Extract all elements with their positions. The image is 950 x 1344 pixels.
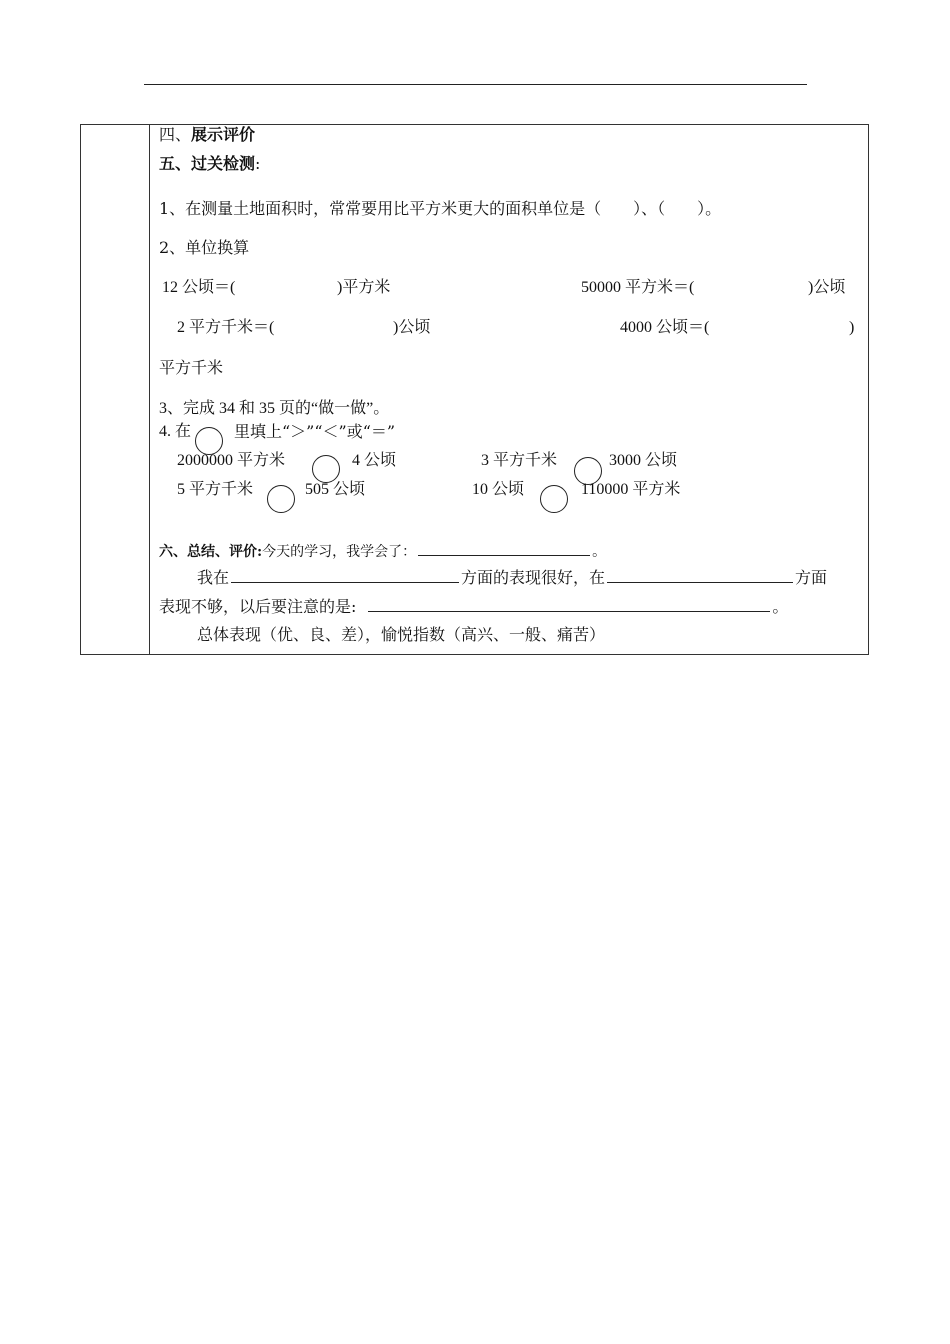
q2-wrap-unit: 平方千米 [159,358,224,377]
q2-a-left: 12 公顷＝( [162,279,236,296]
q2-b-left: 50000 平方米＝( [581,279,695,296]
question-3: 3、完成 34 和 35 页的“做一做”。 [159,400,390,417]
section-6-line-1 [159,541,606,562]
section-4-heading [159,125,255,145]
question-4-suffix: 里填上“＞”“＜”或“＝” [234,422,396,441]
q2-a-right: )平方米 [337,279,391,296]
q2-d-left: 4000 公顷＝( [620,319,710,336]
q4-r1c2-left: 3 平方千米 [481,452,558,469]
q4-r2c1-right: 505 公顷 [305,481,366,498]
q2-d-right: ) [849,319,855,336]
period: 。 [592,544,607,560]
learned-blank[interactable] [418,541,590,556]
q4-r1c1-right: 4 公顷 [352,452,397,469]
section-6-line-4: 总体表现（优、良、差），愉悦指数（高兴、一般、痛苦） [197,625,606,644]
q2-c-right: )公顷 [393,319,431,336]
line-2-c: 方面 [795,568,828,587]
period: 。 [772,597,789,616]
q2-b-right: )公顷 [808,279,846,296]
section-5-title: 五、过关检测 [159,154,256,173]
section-4-title: 展示评价 [191,125,256,144]
answer-circle[interactable] [540,485,568,513]
q4-r2c1-left: 5 平方千米 [177,481,254,498]
question-2-title: 2、单位换算 [159,238,250,257]
line-2-a: 我在 [197,568,230,587]
answer-circle[interactable] [312,455,340,483]
section-6-line-2 [197,568,827,588]
q4-r1c2-right: 3000 公顷 [609,452,678,469]
section-6-intro: 今天的学习，我学会了： [262,544,417,560]
worksheet-table [80,124,869,655]
section-6-title: 六、总结、评价: [159,544,263,560]
header-rule [144,84,807,85]
attention-blank[interactable] [368,597,770,612]
section-5-heading [159,154,260,174]
question-1: 1、在测量土地面积时，常常要用比平方米更大的面积单位是（ ）、（ ）。 [159,199,722,218]
question-4-prefix: 4. 在 [159,423,192,440]
column-divider [149,125,150,654]
q4-r1c1-left: 2000000 平方米 [177,452,286,469]
section-4-number: 四、 [159,125,192,144]
weak-aspect-blank[interactable] [607,568,793,583]
line-2-b: 方面的表现很好，在 [461,568,606,587]
line-3-a: 表现不够，以后要注意的是: [159,597,357,616]
section-6-line-3 [159,597,788,617]
q4-r2c2-left: 10 公顷 [472,481,525,498]
answer-circle[interactable] [267,485,295,513]
q2-c-left: 2 平方千米＝( [177,319,275,336]
good-aspect-blank[interactable] [231,568,459,583]
section-5-colon: : [255,154,261,173]
q4-r2c2-right: 110000 平方米 [581,481,681,498]
